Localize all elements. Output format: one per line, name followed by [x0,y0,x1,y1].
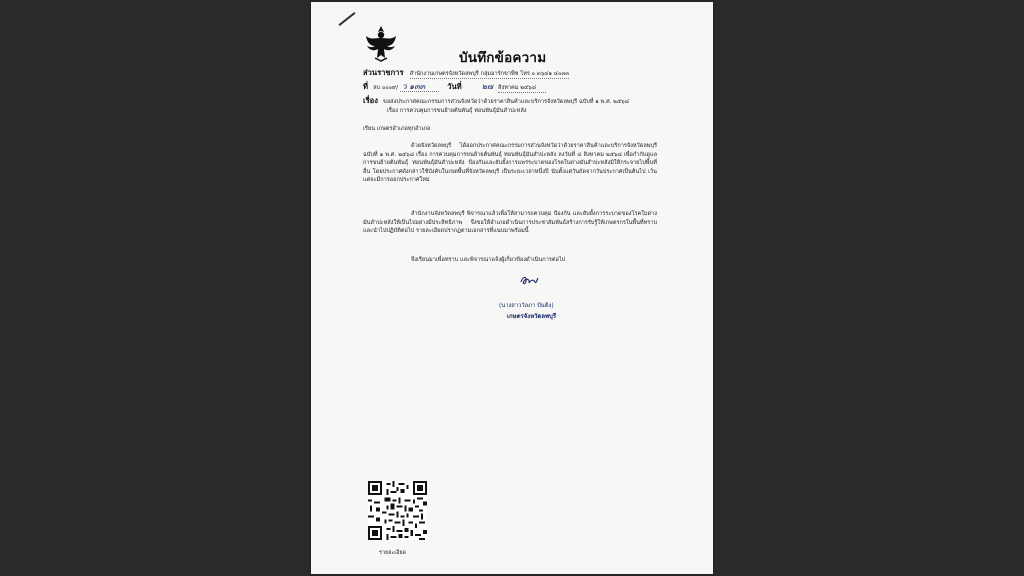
department-row [363,68,569,79]
body-paragraph-2: สำนักงานจังหวัดลพบุรี พิจารณาแล้วเพื่อให้สามารถควบคุม ป้องกัน และยับยั้งการระบาดของโรคใบด่างมันสำปะหลังให้เป็นไปอย่างมีประสิทธิภาพ จึงขอให้อำเภอดำเนินการประชาสัมพันธ์สร้างการรับรู้ให้เกษตรกรในพื้นที่ทราบและนำไปปฏิบัติต่อไป รายละเอียดปรากฏตามเอกสารที่แนบมาพร้อมนี้ [363,211,657,235]
subject-row [363,96,629,106]
date-month-year: สิงหาคม ๒๕๖๘ [498,84,546,93]
salutation: เรียน เกษตรอำเภอทุกอำเภอ [363,126,431,132]
signer-position: เกษตรจังหวัดลพบุรี [507,313,557,320]
memo-document [311,2,713,574]
date-day-handwritten: ๒๗ [481,82,494,91]
qr-caption: รายละเอียด [379,550,407,556]
reference-label: ที่ [363,82,369,91]
memo-title: บันทึกข้อความ [459,50,547,66]
reference-row [363,82,546,93]
pen-mark [339,12,356,26]
reference-prefix: ลบ ๐๐๐๙/ [373,85,399,91]
qr-code[interactable] [368,481,427,540]
date-label: วันที่ [447,82,462,91]
subject-line-2: เรื่อง การควบคุมการขนย้ายต้นพันธุ์ ท่อนพันธุ์มันสำปะหลัง [387,108,527,114]
department-label: ส่วนราชการ [363,68,404,77]
handwritten-signature [517,274,541,288]
department-value: สำนักงานเกษตรจังหวัดลพบุรี กลุ่มอารักขาพืช โทร ๐ ๓๖๔๑ ๔๐๓๓ [410,70,570,79]
subject-line-1: ขอส่งประกาศคณะกรรมการส่วนจังหวัดว่าด้วยราคาสินค้าและบริการจังหวัดลพบุรี ฉบับที่ ๑ พ.ศ. ๒๕๖๘ [383,99,629,105]
reference-handwritten: ว ๑๓๓ [400,82,439,92]
subject-label: เรื่อง [363,96,378,105]
garuda-emblem-icon [363,24,399,62]
signer-name: (นางสาววัลภา ปันติง) [499,303,554,309]
closing-line: จึงเรียนมาเพื่อทราบ และพิจารณาแจ้งผู้เกี่ยวข้องดำเนินการต่อไป [411,257,566,263]
body-paragraph-1: ด้วยจังหวัดลพบุรี ได้ออกประกาศคณะกรรมการส่วนจังหวัดว่าด้วยราคาสินค้าและบริการจังหวัดลพบุรี ฉบับที่ ๑ พ.ศ. ๒๕๖๘ เรื่อง การควบคุมการขนย้ายต้นพันธุ์ ท่อนพันธุ์มันสำปะหลัง ลงวันที่ ๔ สิงหาคม ๒๕๖๘ เพื่อกำกับดูแล การขนย้ายต้นพันธุ์ ท่อนพันธุ์มันสำปะหลัง ป้องกันและยับยั้งการแพร่ระบาดของโรคใบด่างมันสำปะหลังมิให้กระจายไปพื้นที่อื่น โดยประกาศดังกล่าวใช้บังคับในเขตพื้นที่จังหวัดลพบุรี เป็นระยะเวลาหนึ่งปี นับตั้งแต่วันถัดจากวันประกาศเป็นต้นไป เว้นแต่จะมีการออกประกาศใหม่ [363,143,657,184]
